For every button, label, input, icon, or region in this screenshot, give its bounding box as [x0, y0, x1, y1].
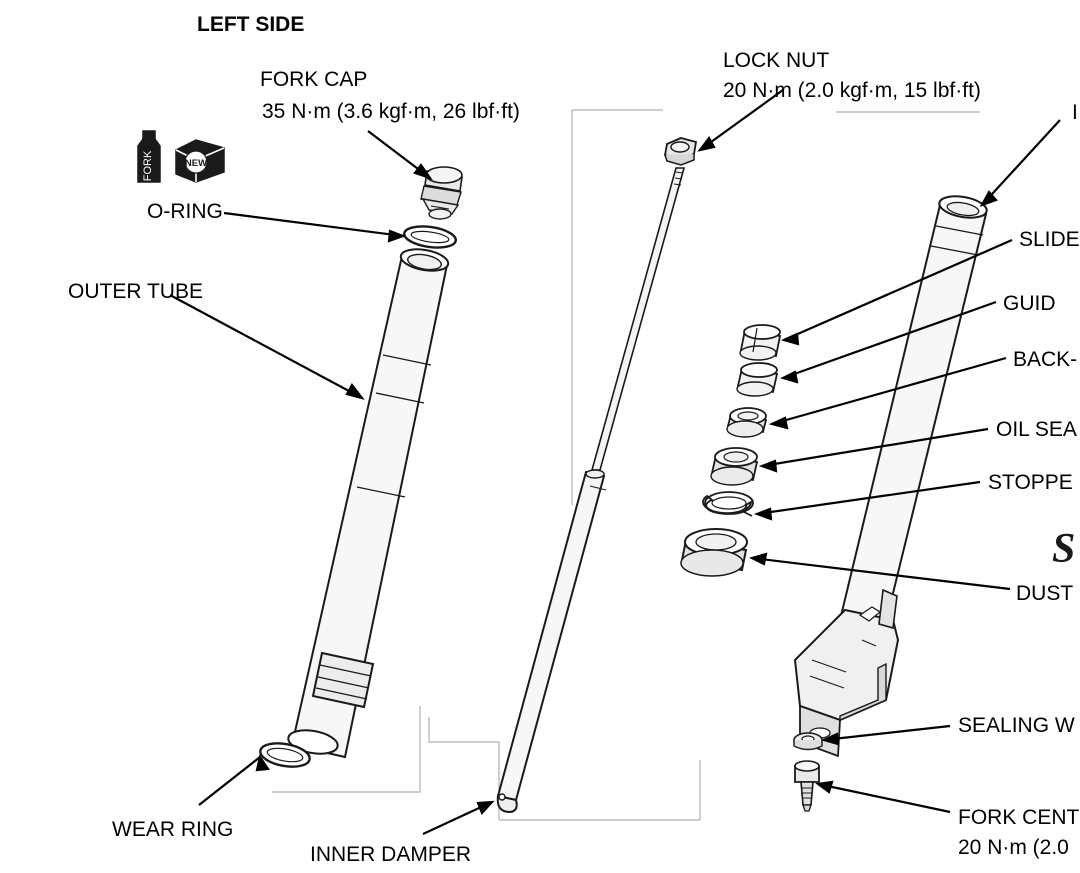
guide-bush-label: GUID — [1003, 292, 1056, 315]
stopper-ring-part — [703, 492, 753, 516]
left-side-title: LEFT SIDE — [197, 13, 305, 36]
svg-text:S: S — [1052, 526, 1076, 572]
top-right-clipped-label: I — [1072, 101, 1078, 124]
back-up-ring-part — [727, 408, 766, 437]
oil-seal-label: OIL SEA — [996, 418, 1077, 441]
lock-nut-label: LOCK NUT — [723, 49, 830, 72]
new-part-icon — [176, 140, 224, 182]
oil-seal-part — [711, 448, 757, 485]
dust-seal-label: DUST — [1016, 582, 1074, 605]
wear-ring-label: WEAR RING — [112, 818, 234, 841]
sealing-washer-label: SEALING W — [958, 714, 1075, 737]
fork-cap-torque: 35 N·m (3.6 kgf·m, 26 lbf·ft) — [262, 100, 520, 123]
svg-text:NEW: NEW — [184, 158, 208, 169]
outer-tube-label: OUTER TUBE — [68, 280, 203, 303]
fork-center-bolt-part — [795, 761, 819, 811]
slide-bush-label: SLIDE — [1019, 228, 1080, 251]
back-up-ring-label: BACK- — [1013, 348, 1078, 371]
inner-damper-label: INNER DAMPER — [310, 843, 472, 866]
grease-icon — [1052, 526, 1075, 572]
fork-center-bolt-label: FORK CENT — [958, 806, 1080, 829]
outer-tube-part — [286, 246, 449, 757]
fork-cap-label: FORK CAP — [260, 68, 368, 91]
fork-oil-bottle-icon — [138, 131, 160, 182]
sealing-washer-part — [794, 733, 822, 750]
dust-seal-part — [681, 529, 747, 576]
svg-text:FORK: FORK — [142, 150, 154, 182]
inner-damper-part — [498, 168, 684, 812]
fork-center-bolt-torque: 20 N·m (2.0 — [958, 836, 1069, 859]
o-ring-label: O-RING — [147, 200, 223, 223]
lock-nut-torque: 20 N·m (2.0 kgf·m, 15 lbf·ft) — [723, 79, 981, 102]
slide-bush-part — [740, 325, 780, 360]
guide-bush-part — [737, 363, 777, 396]
fork-slider-part — [795, 193, 988, 756]
lock-nut-part — [665, 138, 696, 165]
stopper-ring-label: STOPPE — [988, 471, 1073, 494]
o-ring-part — [403, 223, 457, 250]
